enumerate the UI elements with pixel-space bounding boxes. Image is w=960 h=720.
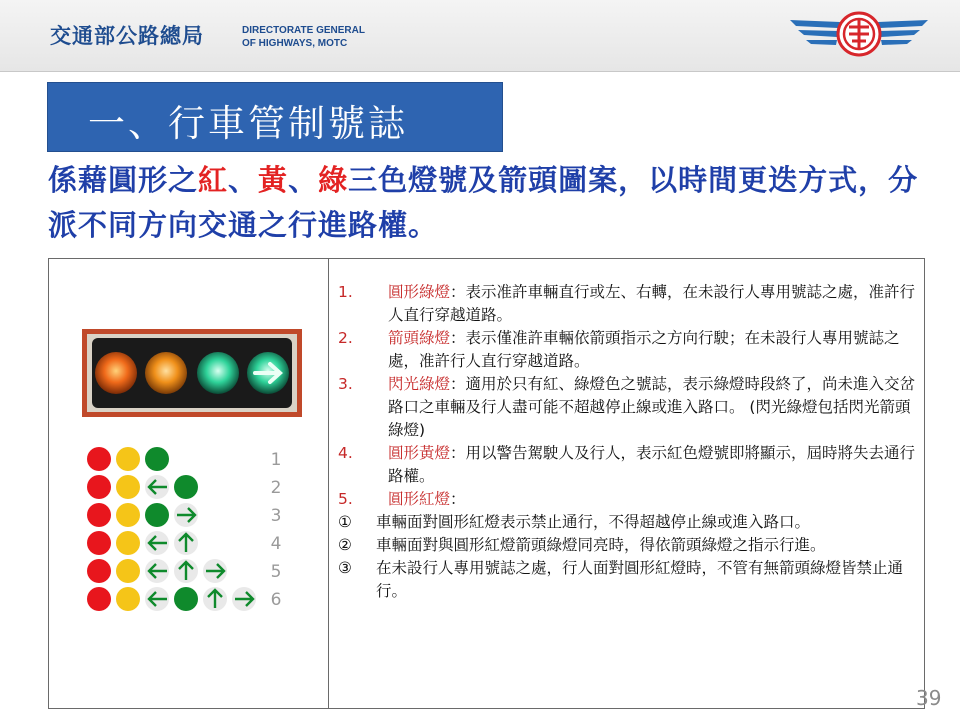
highway-bureau-logo-icon — [786, 10, 932, 58]
red-light — [87, 559, 111, 583]
photo-red-lamp — [95, 352, 137, 394]
row-2 — [87, 475, 198, 499]
item-text: ： — [450, 490, 466, 508]
item-term: 圓形黃燈 — [388, 444, 451, 462]
item-term: 圓形紅燈 — [388, 490, 451, 508]
yellow-light — [116, 447, 140, 471]
section-title: 一、行車管制號誌 — [88, 102, 408, 145]
red-light — [87, 531, 111, 555]
signal-rules-list — [338, 281, 918, 603]
org-name-english-line2: OF HIGHWAYS, MOTC — [242, 38, 348, 49]
header-bar — [0, 0, 960, 72]
yellow-light — [116, 475, 140, 499]
item-number: 2. — [338, 329, 353, 347]
red-light — [87, 503, 111, 527]
row-4 — [87, 531, 198, 555]
subtitle-sep2: 、 — [288, 163, 319, 197]
page-number: 39 — [916, 686, 942, 710]
sub-item-mark: ① — [338, 513, 352, 531]
org-name-chinese: 交通部公路總局 — [50, 24, 204, 48]
sub-item — [338, 557, 918, 603]
org-name-english-line1: DIRECTORATE GENERAL — [242, 25, 365, 36]
yellow-light — [116, 559, 140, 583]
red-light — [87, 475, 111, 499]
org-name-english — [242, 24, 365, 50]
row-1 — [87, 447, 169, 471]
item-term: 圓形綠燈 — [388, 283, 451, 301]
item-term: 箭頭綠燈 — [388, 329, 451, 347]
signal-phase-diagram — [79, 445, 299, 615]
yellow-light — [116, 531, 140, 555]
yellow-light — [116, 587, 140, 611]
item-text: ：表示僅准許車輛依箭頭指示之方向行駛；在未設行人專用號誌之處，准許行人直行穿越道路。 — [388, 329, 900, 370]
item-term: 閃光綠燈 — [388, 375, 451, 393]
row-number: 5 — [270, 562, 282, 582]
subtitle-part1: 係藉圓形之 — [48, 163, 199, 197]
subtitle-red-word: 紅 — [198, 163, 229, 197]
item-number: 3. — [338, 375, 353, 393]
row-number: 6 — [270, 590, 282, 610]
item-text: ：表示准許車輛直行或左、右轉，在未設行人專用號誌之處，准許行人直行穿越道路。 — [388, 283, 916, 324]
sub-item-text: 車輛面對圓形紅燈表示禁止通行，不得超越停止線或進入路口。 — [376, 513, 811, 531]
subtitle-part2: 三色燈號及箭頭圖案，以時間更迭方式，分派不同方向交通之行進路權。 — [48, 163, 919, 242]
row-number: 2 — [270, 478, 282, 498]
subtitle-sep1: 、 — [228, 163, 259, 197]
subtitle — [48, 158, 928, 248]
list-item — [338, 442, 918, 488]
sub-item-text: 車輛面對與圓形紅燈箭頭綠燈同亮時，得依箭頭綠燈之指示行進。 — [376, 536, 826, 554]
sub-item-mark: ③ — [338, 559, 352, 577]
list-item — [338, 373, 918, 442]
green-light — [145, 447, 169, 471]
sub-item — [338, 511, 918, 534]
list-item — [338, 327, 918, 373]
sub-item-mark: ② — [338, 536, 352, 554]
sub-item-text: 在未設行人專用號誌之處，行人面對圓形紅燈時，不管有無箭頭綠燈皆禁止通行。 — [376, 559, 904, 600]
row-3 — [87, 503, 198, 527]
red-light — [87, 447, 111, 471]
list-item — [338, 281, 918, 327]
yellow-light — [116, 503, 140, 527]
photo-green-lamp — [197, 352, 239, 394]
item-number: 1. — [338, 283, 353, 301]
item-text: ：用以警告駕駛人及行人，表示紅色燈號即將顯示，屆時將失去通行路權。 — [388, 444, 916, 485]
green-light — [145, 503, 169, 527]
row-5 — [87, 559, 227, 583]
row-6 — [87, 587, 256, 611]
row-number: 3 — [270, 506, 282, 526]
green-light — [174, 587, 198, 611]
row-number: 1 — [270, 450, 282, 470]
red-light — [87, 587, 111, 611]
list-item — [338, 488, 918, 511]
green-light — [174, 475, 198, 499]
subtitle-yellow-word: 黃 — [258, 163, 289, 197]
subtitle-green-word: 綠 — [318, 163, 349, 197]
photo-yellow-lamp — [145, 352, 187, 394]
content-table — [48, 258, 925, 709]
section-title-box — [48, 83, 502, 151]
table-divider — [328, 259, 329, 708]
item-number: 4. — [338, 444, 353, 462]
traffic-light-photo — [82, 329, 302, 417]
item-number: 5. — [338, 490, 353, 508]
sub-item — [338, 534, 918, 557]
item-text: ：適用於只有紅、綠燈色之號誌，表示綠燈時段終了，尚未進入交岔路口之車輛及行人盡可能不超越停止線或進入路口。 (閃光綠燈包括閃光箭頭綠燈) — [388, 375, 916, 439]
row-number: 4 — [270, 534, 282, 554]
